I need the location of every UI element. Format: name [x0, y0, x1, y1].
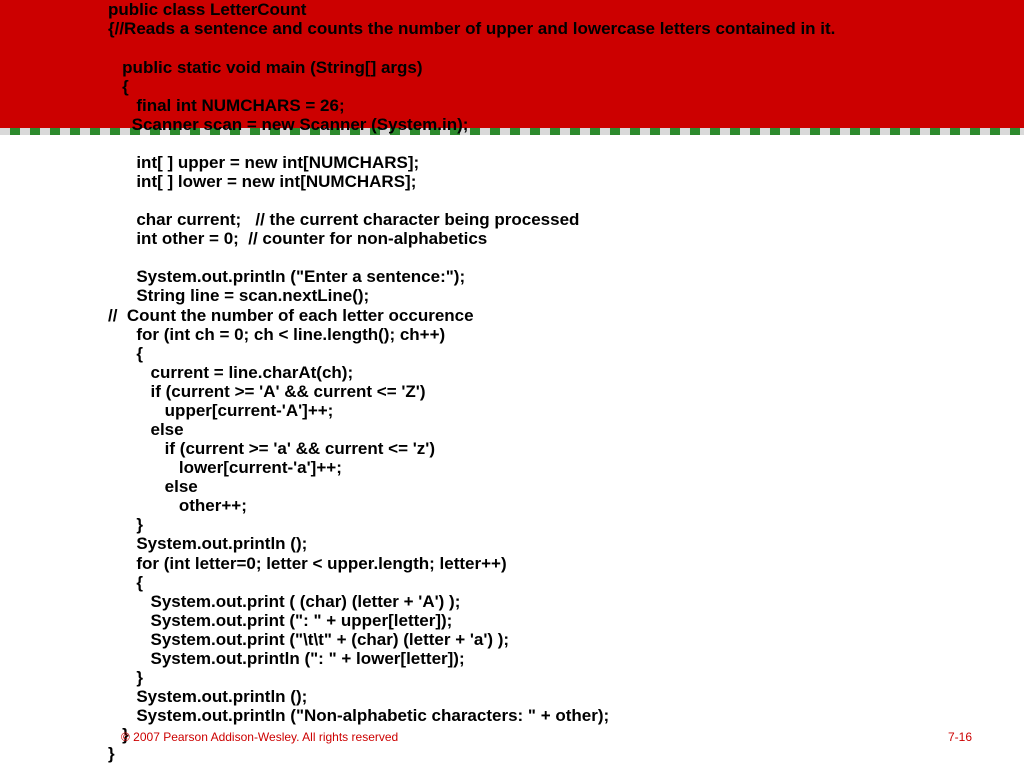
footer-copyright: © 2007 Pearson Addison-Wesley. All rights reserved — [121, 730, 399, 744]
code-line: Scanner scan = new Scanner (System.in); — [108, 115, 469, 134]
code-line: current = line.charAt(ch); — [108, 363, 354, 382]
code-line: for (int letter=0; letter < upper.length; letter++) — [108, 554, 507, 573]
code-line: System.out.println ("Non-alphabetic characters: " + other); — [108, 706, 610, 725]
code-line: // Count the number of each letter occurence — [108, 306, 474, 325]
code-line: public static void main (String[] args) — [108, 58, 423, 77]
code-line: int[ ] lower = new int[NUMCHARS]; — [108, 172, 417, 191]
code-line: System.out.println (); — [108, 687, 308, 706]
code-line: { — [108, 344, 143, 363]
code-line: {//Reads a sentence and counts the number of upper and lowercase letters contained in it. — [108, 19, 836, 38]
code-line: other++; — [108, 496, 247, 515]
code-line: int[ ] upper = new int[NUMCHARS]; — [108, 153, 420, 172]
code-line: else — [108, 420, 184, 439]
code-line: if (current >= 'A' && current <= 'Z') — [108, 382, 426, 401]
code-line: else — [108, 477, 198, 496]
code-line: char current; // the current character being processed — [108, 210, 580, 229]
code-line: String line = scan.nextLine(); — [108, 286, 370, 305]
code-line: System.out.print ( (char) (letter + 'A') ); — [108, 592, 461, 611]
code-line: for (int ch = 0; ch < line.length(); ch++) — [108, 325, 446, 344]
code-line: } — [108, 744, 115, 763]
code-line: } — [108, 668, 143, 687]
code-line: lower[current-'a']++; — [108, 458, 342, 477]
footer-page-number: 7-16 — [947, 730, 972, 744]
code-line: System.out.println ("Enter a sentence:"); — [108, 267, 466, 286]
code-line: int other = 0; // counter for non-alphabetics — [108, 229, 488, 248]
code-line: System.out.println (); — [108, 534, 308, 553]
code-line: final int NUMCHARS = 26; — [108, 96, 345, 115]
code-line: { — [108, 573, 143, 592]
code-line: } — [108, 725, 129, 744]
code-line: System.out.print (": " + upper[letter]); — [108, 611, 453, 630]
code-line: public class LetterCount — [108, 0, 307, 19]
code-line: System.out.print ("\t\t" + (char) (letter + 'a') ); — [108, 630, 510, 649]
code-line: { — [108, 77, 129, 96]
code-line: } — [108, 515, 143, 534]
code-line: if (current >= 'a' && current <= 'z') — [108, 439, 435, 458]
code-line: upper[current-'A']++; — [108, 401, 334, 420]
code-line: System.out.println (": " + lower[letter]); — [108, 649, 465, 668]
